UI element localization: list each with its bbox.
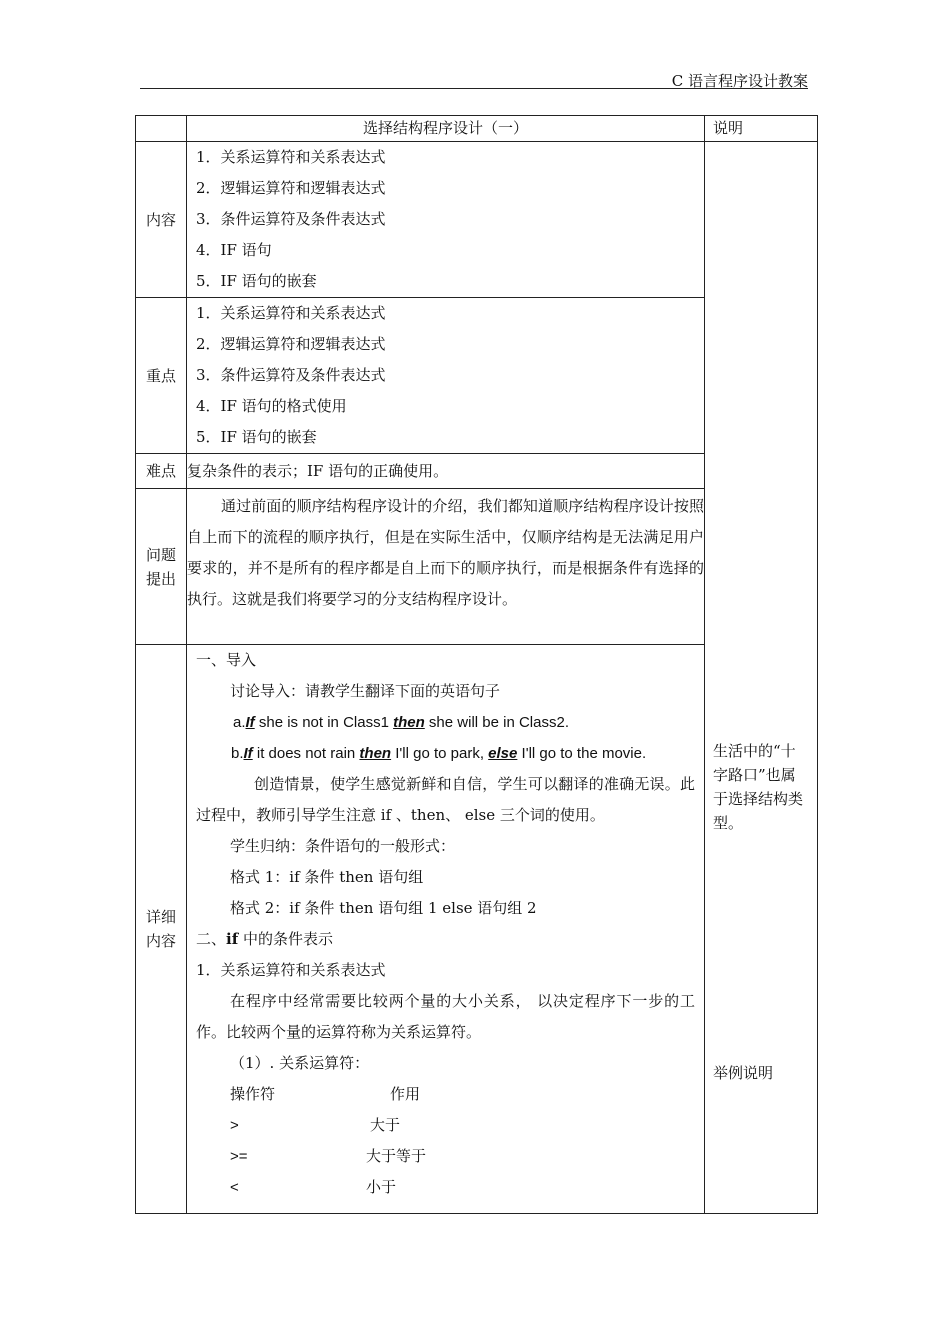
header-rule: [140, 88, 808, 89]
problem-label: [136, 489, 187, 645]
list-item: 2．逻辑运算符和逻辑表达式: [196, 179, 386, 197]
list-item: 4．IF 语句的格式使用: [196, 397, 347, 415]
scenario-text: 创造情景，使学生感觉新鲜和自信，学生可以翻译的准确无误。此过程中，教师引导学生注意 if 、then、 else 三个词的使用。: [196, 775, 695, 824]
operator-row: >= 大于等于: [230, 1147, 427, 1165]
details-label-line2: 内容: [145, 932, 176, 950]
notes-heading: 说明: [705, 116, 818, 142]
content-list: [187, 142, 705, 298]
discussion-text: 讨论导入：请教学生翻译下面的英语句子: [230, 682, 501, 700]
difficulty-text: 复杂条件的表示；IF 语句的正确使用。: [187, 454, 705, 489]
lesson-table: [135, 115, 818, 1214]
keyword-then: then: [393, 714, 425, 731]
keyword-if: If: [243, 745, 253, 762]
key-points-label: 重点: [136, 298, 187, 454]
summary-text: 学生归纳：条件语句的一般形式：: [230, 837, 456, 855]
list-item: 1．关系运算符和关系表达式: [196, 148, 386, 166]
keyword-then: then: [359, 745, 392, 762]
content-row: [136, 142, 818, 298]
difficulty-label: 难点: [136, 454, 187, 489]
table-header-row: [136, 116, 818, 142]
format-1: 格式 1：if 条件 then 语句组: [230, 868, 424, 886]
details-label-line1: 详细: [145, 908, 176, 926]
format-2: 格式 2：if 条件 then 语句组 1 else 语句组 2: [230, 899, 537, 917]
problem-label-line2: 提出: [145, 569, 176, 588]
content-label: 内容: [136, 142, 187, 298]
operator-row: < 小于: [230, 1178, 397, 1196]
keyword-else: else: [488, 745, 518, 762]
list-item: 1．关系运算符和关系表达式: [196, 304, 386, 322]
subsection-relational: 1．关系运算符和关系表达式: [196, 961, 386, 979]
sentence-b: b.If it does not rain then I'll go to park, else I'll go to the movie.: [231, 745, 647, 762]
sentence-a: a.If she is not in Class1 then she will be in Class2.: [233, 714, 569, 731]
details-label: [136, 645, 187, 1214]
list-item: 5．IF 语句的嵌套: [196, 428, 317, 446]
list-item: 3．条件运算符及条件表达式: [196, 366, 386, 384]
list-item: 5．IF 语句的嵌套: [196, 272, 317, 290]
operators-title: （1）. 关系运算符：: [230, 1054, 370, 1072]
relational-explanation: 在程序中经常需要比较两个量的大小关系， 以决定程序下一步的工作。比较两个量的运算符称为关系运算符。: [196, 992, 695, 1041]
key-points-list: [187, 298, 705, 454]
section-condition-title: 二、if 中的条件表示: [196, 930, 333, 948]
problem-text: 通过前面的顺序结构程序设计的介绍，我们都知道顺序结构程序设计按照自上而下的流程的顺序执行，但是在实际生活中，仅顺序结构是无法满足用户要求的，并不是所有的程序都是自上而下的顺序执行，而是根据条件有选择的执行。这就是我们将要学习的分支结构程序设计。: [187, 489, 705, 645]
corner-cell: [136, 116, 187, 142]
list-item: 3．条件运算符及条件表达式: [196, 210, 386, 228]
details-body: [187, 645, 705, 1214]
note-example: 举例说明: [713, 1064, 774, 1082]
list-item: 2．逻辑运算符和逻辑表达式: [196, 335, 386, 353]
section-import-title: 一、导入: [196, 651, 257, 669]
operators-header: 操作符 作用: [230, 1085, 421, 1103]
document-header-title: C 语言程序设计教案: [671, 72, 808, 90]
problem-label-line1: 问题: [145, 545, 176, 564]
lesson-heading: 选择结构程序设计（一）: [187, 116, 705, 142]
operator-row: > 大于: [230, 1116, 401, 1134]
list-item: 4．IF 语句: [196, 241, 272, 259]
notes-column: [705, 142, 818, 1214]
keyword-if: If: [245, 714, 255, 731]
note-crossroad: 生活中的“十字路口”也属于选择结构类型。: [713, 742, 804, 832]
